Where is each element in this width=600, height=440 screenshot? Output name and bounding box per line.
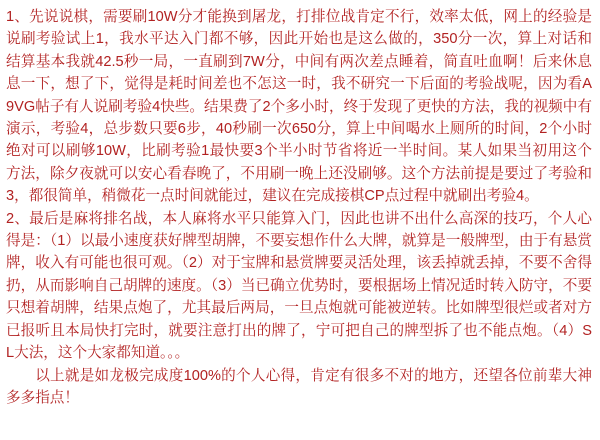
paragraph-1: 1、先说说棋，需要刷10W分才能换到屠龙，打排位战肯定不行，效率太低，网上的经验是说刷考验试上1，我水平达入门都不够，因此开始也是这么做的，350分一次，算上对话和结算基本我就42.5秒一局，一直刷到7W分，中间有两次差点睡着，简直吐血啊！后来休息息一下，想了下，觉得是耗时间差也不怎这一时，我不研究一下后面的考验战呢，因为看A9VG帖子有人说刷考验4快些。结果费了2个多小时，终于发现了更快的方法，我的视频中有演示，考验4，总步数只要6步，40秒刷一次650分，算上中间喝水上厕所的时间，2个小时绝对可以刷够10W，比刷考验1最快要3个半小时节省将近一半时间。某人如果当初用这个方法，除夕夜就可以安心看春晚了，不用刷一晚上还没刷够。这个方法前提是要过了考验和3，都很简单，稍微花一点时间就能过，建议在完成接棋CP点过程中就刷出考验4。 <box>6 9 593 205</box>
paragraph-2: 2、最后是麻将排名战，本人麻将水平只能算入门，因此也讲不出什么高深的技巧，个人心得是：（1）以最小速度获好牌型胡牌，不要妄想作什么大牌，就算是一般牌型，由于有悬赏牌，收入有可能也很可观。（2）对于宝牌和悬赏牌要灵活处理，该丢掉就丢掉，不要不舍得扔，从而影响自己胡牌的速度。（3）当已确立优势时，要根据场上情况适时转入防守，不要只想着胡牌，结果点炮了，尤其最后两局，一旦点炮就可能被逆转。比如牌型很烂或者对方已报听且本局快打完时，就要注意打出的牌了，宁可把自己的牌型拆了也不能点炮。（4）SL大法，这个大家都知道。。。 <box>6 210 592 362</box>
paragraph-3: 以上就是如龙极完成度100%的个人心得，肯定有很多不对的地方，还望各位前辈大神多多指点！ <box>6 367 592 406</box>
